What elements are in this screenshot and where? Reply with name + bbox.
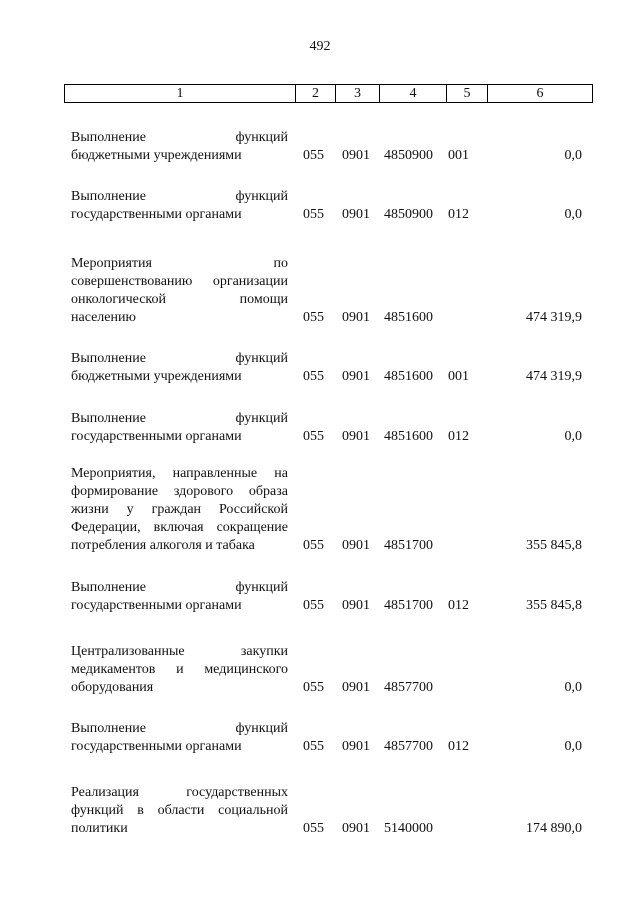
row-target-article-code: 4851600 xyxy=(384,369,433,384)
row-section-code: 0901 xyxy=(342,310,370,325)
column-header-2: 2 xyxy=(296,85,336,103)
row-amount: 0,0 xyxy=(564,429,582,444)
row-amount: 355 845,8 xyxy=(526,598,582,613)
table-row xyxy=(0,465,640,555)
row-glav-code: 055 xyxy=(303,598,324,613)
row-description-line: государственными органами xyxy=(71,207,242,222)
row-expense-type-code: 012 xyxy=(448,598,469,613)
row-section-code: 0901 xyxy=(342,148,370,163)
row-amount: 474 319,9 xyxy=(526,310,582,325)
column-header-1: 1 xyxy=(65,85,296,103)
row-target-article-code: 4850900 xyxy=(384,148,433,163)
row-section-code: 0901 xyxy=(342,739,370,754)
row-description-line: Выполнение функций xyxy=(71,189,288,204)
row-expense-type-code: 012 xyxy=(448,429,469,444)
row-description-line: населению xyxy=(71,310,136,325)
table-row xyxy=(0,255,640,327)
row-amount: 0,0 xyxy=(564,680,582,695)
row-glav-code: 055 xyxy=(303,680,324,695)
row-amount: 174 890,0 xyxy=(526,821,582,836)
row-description-line: совершенствованию организации xyxy=(71,274,288,289)
table-row xyxy=(0,579,640,615)
row-section-code: 0901 xyxy=(342,821,370,836)
row-description-line: оборудования xyxy=(71,680,154,695)
table-row xyxy=(0,643,640,697)
row-description-line: функций в области социальной xyxy=(71,803,288,818)
row-amount: 0,0 xyxy=(564,148,582,163)
row-description-line: Выполнение функций xyxy=(71,411,288,426)
row-target-article-code: 4851600 xyxy=(384,310,433,325)
row-amount: 0,0 xyxy=(564,739,582,754)
row-description xyxy=(71,579,288,615)
row-description xyxy=(71,465,288,555)
row-description xyxy=(71,255,288,327)
row-description-line: Выполнение функций xyxy=(71,351,288,366)
row-description xyxy=(71,643,288,697)
row-description-line: медикаментов и медицинского xyxy=(71,662,288,677)
row-glav-code: 055 xyxy=(303,369,324,384)
row-glav-code: 055 xyxy=(303,538,324,553)
column-header-3: 3 xyxy=(336,85,380,103)
table-row xyxy=(0,720,640,756)
row-description-line: Выполнение функций xyxy=(71,721,288,736)
row-glav-code: 055 xyxy=(303,310,324,325)
column-header-table xyxy=(64,84,593,103)
row-section-code: 0901 xyxy=(342,680,370,695)
row-target-article-code: 4851700 xyxy=(384,538,433,553)
row-description xyxy=(71,410,288,446)
row-description-line: политики xyxy=(71,821,128,836)
row-description-line: Федерации, включая сокращение xyxy=(71,520,288,535)
row-description xyxy=(71,129,288,165)
row-description-line: Выполнение функций xyxy=(71,130,288,145)
row-description xyxy=(71,784,288,838)
row-target-article-code: 4857700 xyxy=(384,739,433,754)
row-description-line: Централизованные закупки xyxy=(71,644,288,659)
row-section-code: 0901 xyxy=(342,369,370,384)
row-section-code: 0901 xyxy=(342,207,370,222)
table-row xyxy=(0,784,640,838)
row-description-line: бюджетными учреждениями xyxy=(71,148,242,163)
column-header-4: 4 xyxy=(380,85,447,103)
row-description-line: Выполнение функций xyxy=(71,580,288,595)
row-description-line: формирование здорового образа xyxy=(71,484,288,499)
row-description-line: государственными органами xyxy=(71,429,242,444)
row-target-article-code: 5140000 xyxy=(384,821,433,836)
row-section-code: 0901 xyxy=(342,538,370,553)
row-target-article-code: 4857700 xyxy=(384,680,433,695)
row-glav-code: 055 xyxy=(303,207,324,222)
row-expense-type-code: 012 xyxy=(448,207,469,222)
column-header-row xyxy=(65,85,593,103)
row-description-line: потребления алкоголя и табака xyxy=(71,538,255,553)
row-description xyxy=(71,188,288,224)
row-glav-code: 055 xyxy=(303,148,324,163)
row-description-line: государственными органами xyxy=(71,598,242,613)
row-glav-code: 055 xyxy=(303,429,324,444)
row-description-line: онкологической помощи xyxy=(71,292,288,307)
table-row xyxy=(0,129,640,165)
row-target-article-code: 4850900 xyxy=(384,207,433,222)
row-description-line: жизни у граждан Российской xyxy=(71,502,288,517)
row-amount: 355 845,8 xyxy=(526,538,582,553)
row-expense-type-code: 001 xyxy=(448,148,469,163)
column-header-5: 5 xyxy=(447,85,488,103)
row-description-line: Мероприятия по xyxy=(71,256,288,271)
row-description-line: Реализация государственных xyxy=(71,785,288,800)
row-expense-type-code: 001 xyxy=(448,369,469,384)
row-section-code: 0901 xyxy=(342,598,370,613)
row-description-line: Мероприятия, направленные на xyxy=(71,466,288,481)
row-description-line: государственными органами xyxy=(71,739,242,754)
row-description xyxy=(71,720,288,756)
table-row xyxy=(0,410,640,446)
row-target-article-code: 4851700 xyxy=(384,598,433,613)
row-target-article-code: 4851600 xyxy=(384,429,433,444)
table-row xyxy=(0,188,640,224)
table-row xyxy=(0,350,640,386)
row-description xyxy=(71,350,288,386)
row-amount: 0,0 xyxy=(564,207,582,222)
row-description-line: бюджетными учреждениями xyxy=(71,369,242,384)
row-expense-type-code: 012 xyxy=(448,739,469,754)
row-glav-code: 055 xyxy=(303,821,324,836)
row-section-code: 0901 xyxy=(342,429,370,444)
page-number: 492 xyxy=(309,39,331,54)
column-header-6: 6 xyxy=(488,85,593,103)
row-glav-code: 055 xyxy=(303,739,324,754)
row-amount: 474 319,9 xyxy=(526,369,582,384)
